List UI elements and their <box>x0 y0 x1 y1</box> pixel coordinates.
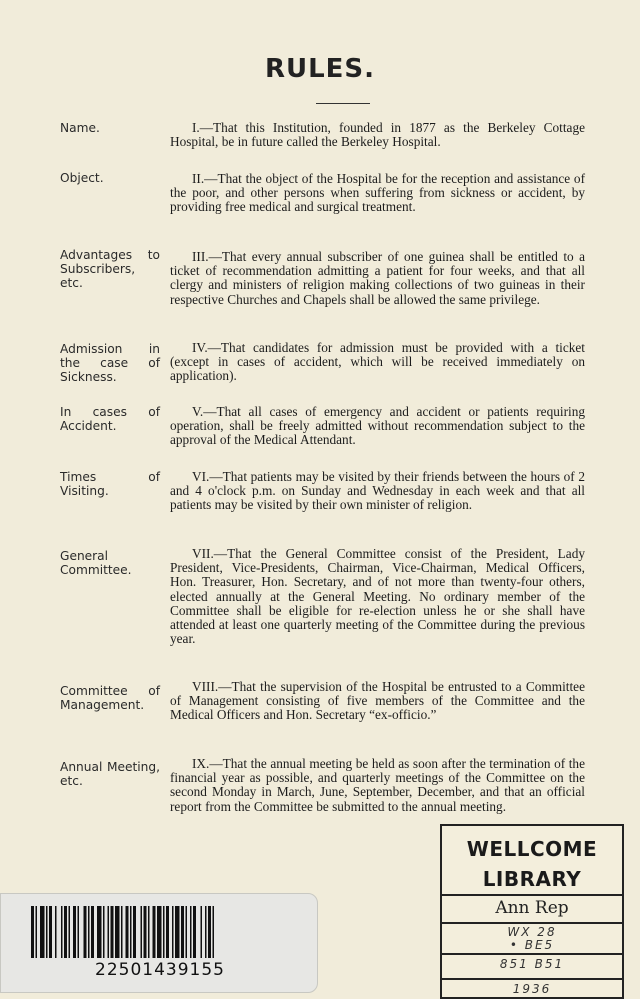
wellcome-library-stamp <box>440 824 624 999</box>
stamp-handwritten-number: 851 B51 <box>499 957 565 971</box>
rule-label-accident: In cases of Accident. <box>60 405 160 433</box>
stamp-handwritten-shelfmark: WX 28 <box>507 925 557 939</box>
stamp-classification: Ann Rep <box>495 898 569 918</box>
rule-text-7: VII.—That the General Committee consist of the President, Lady President, Vice-Presidents, Chairman, Vice-Chairman, Medical Officers, Hon. Treasurer, Hon. Secretary, and of not more than twenty-four others, elected annually at the General Meeting. No ordinary member of the Committee shall be eligible for re-election unless he or she shall have attended at least one quarterly meeting of the Committee during the previous year. <box>170 546 585 647</box>
rule-label-name: Name. <box>60 121 100 135</box>
stamp-line-wellcome: WELLCOME <box>466 837 598 861</box>
stamp-library-name <box>442 834 622 894</box>
rule-text-8: VIII.—That the supervision of the Hospital be entrusted to a Committee of Management consisting of five members of the Committee and the Medical Officers and Hon. Secretary “ex-officio.” <box>170 679 585 723</box>
rule-text-4: IV.—That candidates for admission must be provided with a ticket (except in cases of accident, which will be received immediately on application). <box>170 340 585 384</box>
rule-text-3: III.—That every annual subscriber of one guinea shall be entitled to a ticket of recommendation admitting a patient for four weeks, and that all clergy and ministers of religion making collections of two guineas in their respective Churches and Chapels shall be allowed the same privilege. <box>170 249 585 307</box>
rule-label-advantages: Advantages to Subscribers, etc. <box>60 248 160 290</box>
rule-label-admission: Admission in the case of Sickness. <box>60 342 160 384</box>
barcode-icon <box>31 906 289 958</box>
rule-label-general-committee: General Committee. <box>60 549 132 577</box>
stamp-divider <box>442 978 622 980</box>
stamp-handwritten-year: 1936 <box>512 982 552 996</box>
stamp-divider <box>442 922 622 924</box>
rule-text-9: IX.—That the annual meeting be held as soon after the termination of the financial year as possible, and quarterly meetings of the Committee on the second Monday in March, June, September, December, and that an official report from the Committee be submitted to the annual meeting. <box>170 756 585 814</box>
stamp-divider <box>442 953 622 955</box>
rule-label-management: Committee of Management. <box>60 684 160 712</box>
rule-label-annual-meeting: Annual Meeting, etc. <box>60 760 160 788</box>
title-divider <box>316 103 370 104</box>
page-title: RULES. <box>264 54 376 84</box>
barcode-number: 22501439155 <box>95 960 225 980</box>
rule-text-5: V.—That all cases of emergency and accident or patients requiring operation, shall be freely admitted without recommendation subject to the approval of the Medical Attendant. <box>170 404 585 448</box>
rule-text-1: I.—That this Institution, founded in 1877 as the Berkeley Cottage Hospital, be in future called the Berkeley Hospital. <box>170 120 585 150</box>
barcode-label <box>0 893 318 993</box>
rule-label-visiting: Times of Visiting. <box>60 470 160 498</box>
stamp-line-library: LIBRARY <box>482 867 582 891</box>
stamp-divider <box>442 894 622 896</box>
rule-text-2: II.—That the object of the Hospital be for the reception and assistance of the poor, and other persons when suffering from sickness or accident, by providing free medical and surgical treatment. <box>170 171 585 215</box>
stamp-handwritten-shelfmark-2: • BE5 <box>509 938 555 952</box>
rule-label-object: Object. <box>60 171 104 185</box>
rule-text-6: VI.—That patients may be visited by their friends between the hours of 2 and 4 o'clock p.m. on Sunday and Wednesday in each week and that all patients may be visited by their own minister of religion. <box>170 469 585 513</box>
